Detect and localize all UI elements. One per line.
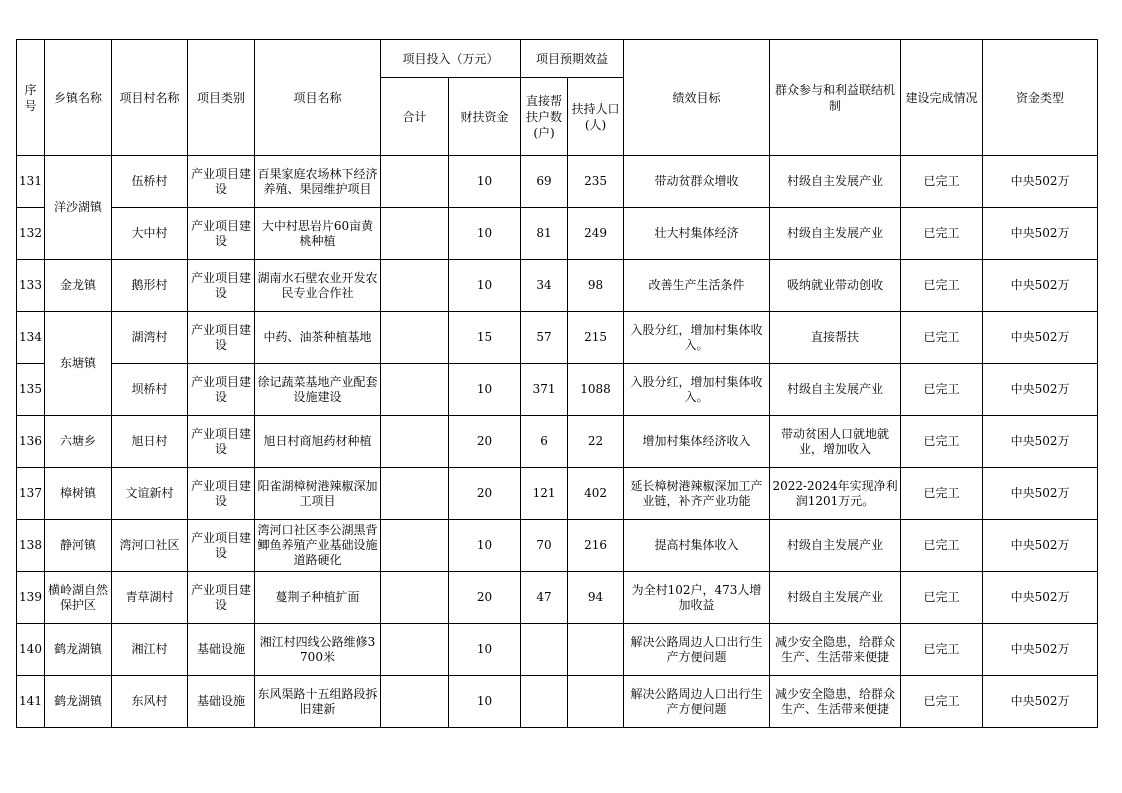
cell-mechanism: 带动贫困人口就地就业，增加收入 bbox=[770, 416, 901, 468]
cell-project: 湖南水石壁农业开发农民专业合作社 bbox=[255, 260, 381, 312]
header-status: 建设完成情况 bbox=[901, 40, 983, 156]
cell-mechanism: 2022-2024年实现净利润1201万元。 bbox=[770, 468, 901, 520]
header-category: 项目类别 bbox=[188, 40, 255, 156]
cell-total bbox=[381, 624, 449, 676]
cell-town: 横岭湖自然保护区 bbox=[45, 572, 112, 624]
cell-fund-type: 中央502万 bbox=[983, 208, 1098, 260]
table-body bbox=[17, 156, 1098, 728]
cell-households: 81 bbox=[521, 208, 568, 260]
cell-status: 已完工 bbox=[901, 364, 983, 416]
cell-households: 69 bbox=[521, 156, 568, 208]
cell-population: 1088 bbox=[568, 364, 624, 416]
cell-mechanism: 村级自主发展产业 bbox=[770, 520, 901, 572]
cell-seq: 132 bbox=[17, 208, 45, 260]
table-header bbox=[17, 40, 1098, 156]
cell-fund-type: 中央502万 bbox=[983, 364, 1098, 416]
table-row bbox=[17, 416, 1098, 468]
cell-seq: 133 bbox=[17, 260, 45, 312]
table-row bbox=[17, 624, 1098, 676]
header-village: 项目村名称 bbox=[112, 40, 188, 156]
cell-total bbox=[381, 416, 449, 468]
cell-town: 鹤龙湖镇 bbox=[45, 624, 112, 676]
cell-project: 东风渠路十五组路段拆旧建新 bbox=[255, 676, 381, 728]
cell-funds: 15 bbox=[449, 312, 521, 364]
cell-total bbox=[381, 208, 449, 260]
cell-mechanism: 村级自主发展产业 bbox=[770, 208, 901, 260]
cell-fund-type: 中央502万 bbox=[983, 520, 1098, 572]
cell-goal: 增加村集体经济收入 bbox=[624, 416, 770, 468]
cell-status: 已完工 bbox=[901, 260, 983, 312]
cell-funds: 10 bbox=[449, 676, 521, 728]
cell-town: 六塘乡 bbox=[45, 416, 112, 468]
cell-seq: 136 bbox=[17, 416, 45, 468]
cell-project: 旭日村商旭药材种植 bbox=[255, 416, 381, 468]
cell-category: 产业项目建设 bbox=[188, 364, 255, 416]
cell-status: 已完工 bbox=[901, 156, 983, 208]
cell-seq: 135 bbox=[17, 364, 45, 416]
cell-goal: 为全村102户，473人增加收益 bbox=[624, 572, 770, 624]
cell-households bbox=[521, 676, 568, 728]
cell-households: 34 bbox=[521, 260, 568, 312]
cell-population: 402 bbox=[568, 468, 624, 520]
cell-village: 旭日村 bbox=[112, 416, 188, 468]
cell-town: 鹤龙湖镇 bbox=[45, 676, 112, 728]
cell-project: 阳雀湖樟树港辣椒深加工项目 bbox=[255, 468, 381, 520]
cell-population: 22 bbox=[568, 416, 624, 468]
cell-status: 已完工 bbox=[901, 676, 983, 728]
cell-project: 湾河口社区李公湖黑背鲫鱼养殖产业基础设施道路硬化 bbox=[255, 520, 381, 572]
cell-project: 湘江村四线公路维修3700米 bbox=[255, 624, 381, 676]
cell-mechanism: 减少安全隐患，给群众生产、生活带来便捷 bbox=[770, 624, 901, 676]
cell-total bbox=[381, 572, 449, 624]
cell-fund-type: 中央502万 bbox=[983, 416, 1098, 468]
cell-total bbox=[381, 312, 449, 364]
cell-mechanism: 村级自主发展产业 bbox=[770, 364, 901, 416]
cell-project: 徐记蔬菜基地产业配套设施建设 bbox=[255, 364, 381, 416]
cell-category: 产业项目建设 bbox=[188, 416, 255, 468]
cell-mechanism: 减少安全隐患，给群众生产、生活带来便捷 bbox=[770, 676, 901, 728]
cell-funds: 10 bbox=[449, 208, 521, 260]
cell-status: 已完工 bbox=[901, 416, 983, 468]
cell-households: 47 bbox=[521, 572, 568, 624]
cell-project: 大中村思岩片60亩黄桃种植 bbox=[255, 208, 381, 260]
header-population: 扶持人口(人) bbox=[568, 78, 624, 156]
table-row bbox=[17, 572, 1098, 624]
cell-households: 57 bbox=[521, 312, 568, 364]
cell-village: 文谊新村 bbox=[112, 468, 188, 520]
cell-town: 东塘镇 bbox=[45, 312, 112, 416]
cell-status: 已完工 bbox=[901, 624, 983, 676]
cell-funds: 10 bbox=[449, 364, 521, 416]
cell-goal: 提高村集体收入 bbox=[624, 520, 770, 572]
cell-town: 洋沙湖镇 bbox=[45, 156, 112, 260]
cell-village: 青草湖村 bbox=[112, 572, 188, 624]
cell-category: 产业项目建设 bbox=[188, 312, 255, 364]
cell-village: 湘江村 bbox=[112, 624, 188, 676]
cell-town: 静河镇 bbox=[45, 520, 112, 572]
cell-village: 鹅形村 bbox=[112, 260, 188, 312]
table-row bbox=[17, 676, 1098, 728]
cell-goal: 带动贫群众增收 bbox=[624, 156, 770, 208]
cell-population bbox=[568, 676, 624, 728]
cell-total bbox=[381, 520, 449, 572]
cell-status: 已完工 bbox=[901, 208, 983, 260]
cell-fund-type: 中央502万 bbox=[983, 676, 1098, 728]
header-fund-type: 资金类型 bbox=[983, 40, 1098, 156]
cell-status: 已完工 bbox=[901, 312, 983, 364]
cell-population: 98 bbox=[568, 260, 624, 312]
cell-population: 216 bbox=[568, 520, 624, 572]
header-seq: 序号 bbox=[17, 40, 45, 156]
cell-category: 产业项目建设 bbox=[188, 520, 255, 572]
cell-project: 中药、油茶种植基地 bbox=[255, 312, 381, 364]
cell-total bbox=[381, 156, 449, 208]
cell-population: 94 bbox=[568, 572, 624, 624]
cell-category: 产业项目建设 bbox=[188, 468, 255, 520]
cell-category: 基础设施 bbox=[188, 676, 255, 728]
cell-households: 121 bbox=[521, 468, 568, 520]
cell-households: 371 bbox=[521, 364, 568, 416]
cell-fund-type: 中央502万 bbox=[983, 312, 1098, 364]
cell-project: 百果家庭农场林下经济养殖、果园维护项目 bbox=[255, 156, 381, 208]
cell-funds: 10 bbox=[449, 520, 521, 572]
cell-goal: 延长樟树港辣椒深加工产业链，补齐产业功能 bbox=[624, 468, 770, 520]
cell-seq: 140 bbox=[17, 624, 45, 676]
table-row bbox=[17, 312, 1098, 364]
cell-total bbox=[381, 676, 449, 728]
cell-status: 已完工 bbox=[901, 520, 983, 572]
header-households: 直接帮扶户数(户) bbox=[521, 78, 568, 156]
cell-fund-type: 中央502万 bbox=[983, 468, 1098, 520]
cell-seq: 138 bbox=[17, 520, 45, 572]
cell-fund-type: 中央502万 bbox=[983, 624, 1098, 676]
cell-households: 70 bbox=[521, 520, 568, 572]
header-project: 项目名称 bbox=[255, 40, 381, 156]
cell-goal: 改善生产生活条件 bbox=[624, 260, 770, 312]
cell-funds: 20 bbox=[449, 572, 521, 624]
cell-town: 金龙镇 bbox=[45, 260, 112, 312]
header-total: 合计 bbox=[381, 78, 449, 156]
cell-category: 产业项目建设 bbox=[188, 260, 255, 312]
cell-total bbox=[381, 260, 449, 312]
cell-mechanism: 村级自主发展产业 bbox=[770, 156, 901, 208]
cell-goal: 入股分红，增加村集体收入。 bbox=[624, 312, 770, 364]
header-goal: 绩效目标 bbox=[624, 40, 770, 156]
cell-fund-type: 中央502万 bbox=[983, 572, 1098, 624]
cell-households: 6 bbox=[521, 416, 568, 468]
header-benefit: 项目预期效益 bbox=[521, 40, 624, 78]
cell-fund-type: 中央502万 bbox=[983, 260, 1098, 312]
cell-funds: 20 bbox=[449, 468, 521, 520]
cell-town: 樟树镇 bbox=[45, 468, 112, 520]
cell-seq: 137 bbox=[17, 468, 45, 520]
cell-village: 湖湾村 bbox=[112, 312, 188, 364]
cell-category: 产业项目建设 bbox=[188, 572, 255, 624]
table-row bbox=[17, 260, 1098, 312]
cell-status: 已完工 bbox=[901, 468, 983, 520]
header-funds: 财扶资金 bbox=[449, 78, 521, 156]
cell-village: 坝桥村 bbox=[112, 364, 188, 416]
cell-funds: 20 bbox=[449, 416, 521, 468]
cell-population: 249 bbox=[568, 208, 624, 260]
cell-seq: 139 bbox=[17, 572, 45, 624]
header-investment: 项目投入（万元） bbox=[381, 40, 521, 78]
cell-population: 235 bbox=[568, 156, 624, 208]
cell-village: 东风村 bbox=[112, 676, 188, 728]
cell-village: 大中村 bbox=[112, 208, 188, 260]
header-town: 乡镇名称 bbox=[45, 40, 112, 156]
cell-seq: 131 bbox=[17, 156, 45, 208]
cell-total bbox=[381, 468, 449, 520]
table-row bbox=[17, 468, 1098, 520]
project-table bbox=[16, 39, 1098, 728]
cell-fund-type: 中央502万 bbox=[983, 156, 1098, 208]
cell-funds: 10 bbox=[449, 260, 521, 312]
cell-funds: 10 bbox=[449, 156, 521, 208]
table-row bbox=[17, 364, 1098, 416]
cell-category: 基础设施 bbox=[188, 624, 255, 676]
cell-goal: 解决公路周边人口出行生产方便问题 bbox=[624, 624, 770, 676]
cell-total bbox=[381, 364, 449, 416]
cell-goal: 解决公路周边人口出行生产方便问题 bbox=[624, 676, 770, 728]
cell-status: 已完工 bbox=[901, 572, 983, 624]
cell-population bbox=[568, 624, 624, 676]
table-row bbox=[17, 208, 1098, 260]
cell-village: 湾河口社区 bbox=[112, 520, 188, 572]
cell-funds: 10 bbox=[449, 624, 521, 676]
cell-village: 伍桥村 bbox=[112, 156, 188, 208]
cell-category: 产业项目建设 bbox=[188, 156, 255, 208]
cell-mechanism: 直接帮扶 bbox=[770, 312, 901, 364]
cell-population: 215 bbox=[568, 312, 624, 364]
header-mechanism: 群众参与和利益联结机制 bbox=[770, 40, 901, 156]
cell-goal: 入股分红，增加村集体收入。 bbox=[624, 364, 770, 416]
cell-mechanism: 吸纳就业带动创收 bbox=[770, 260, 901, 312]
cell-category: 产业项目建设 bbox=[188, 208, 255, 260]
table-row bbox=[17, 520, 1098, 572]
cell-project: 蔓荆子种植扩面 bbox=[255, 572, 381, 624]
cell-households bbox=[521, 624, 568, 676]
cell-seq: 134 bbox=[17, 312, 45, 364]
cell-mechanism: 村级自主发展产业 bbox=[770, 572, 901, 624]
cell-seq: 141 bbox=[17, 676, 45, 728]
cell-goal: 壮大村集体经济 bbox=[624, 208, 770, 260]
table-row bbox=[17, 156, 1098, 208]
